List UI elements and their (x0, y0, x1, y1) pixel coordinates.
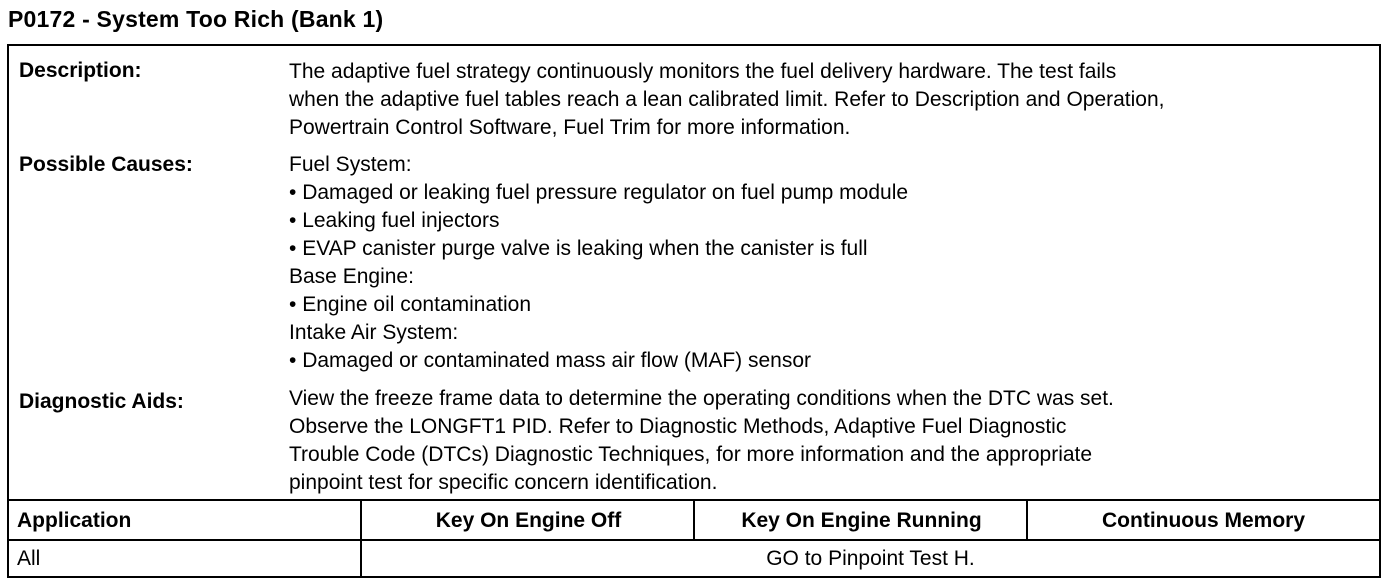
possible-causes-label: Possible Causes: (19, 153, 193, 176)
description-line: The adaptive fuel strategy continuously monitors the fuel delivery hardware. The test fails (289, 60, 1117, 83)
application-value: All (17, 546, 41, 570)
header-key-on-engine-running: Key On Engine Running (741, 508, 982, 532)
column-divider (1026, 501, 1028, 540)
header-application: Application (17, 508, 132, 532)
cause-item: • Engine oil contamination (289, 291, 1369, 319)
cause-item: • EVAP canister purge valve is leaking when the canister is full (289, 235, 1369, 263)
application-table (9, 499, 1379, 578)
cause-group-heading: Fuel System: (289, 153, 412, 176)
page-title: P0172 - System Too Rich (Bank 1) (8, 6, 384, 32)
header-continuous-memory: Continuous Memory (1102, 508, 1305, 532)
diagnostic-aids-line: Trouble Code (DTCs) Diagnostic Techniques, for more information and the appropriate (289, 443, 1093, 466)
dtc-info-box (7, 44, 1381, 578)
description-line: Powertrain Control Software, Fuel Trim for more information. (289, 116, 851, 139)
cause-group-heading: Base Engine: (289, 265, 414, 288)
diagnostic-aids-label: Diagnostic Aids: (19, 390, 184, 413)
description-text (289, 58, 1369, 142)
pinpoint-test-action: GO to Pinpoint Test H. (766, 546, 975, 570)
header-key-on-engine-off: Key On Engine Off (435, 508, 622, 532)
diagnostic-aids-text (289, 385, 1369, 497)
diagnostic-aids-line: View the freeze frame data to determine the operating conditions when the DTC was set. (289, 387, 1114, 410)
cause-group-heading: Intake Air System: (289, 321, 459, 344)
diagnostic-aids-line: pinpoint test for specific concern identification. (289, 471, 718, 494)
cause-item: • Damaged or contaminated mass air flow (MAF) sensor (289, 347, 1369, 375)
cause-item: • Leaking fuel injectors (289, 207, 1369, 235)
cause-item: • Damaged or leaking fuel pressure regulator on fuel pump module (289, 179, 1369, 207)
description-line: when the adaptive fuel tables reach a lean calibrated limit. Refer to Description and Operation, (289, 88, 1165, 111)
column-divider (693, 501, 695, 540)
description-label: Description: (19, 59, 142, 82)
possible-causes-list (289, 151, 1369, 375)
diagnostic-aids-line: Observe the LONGFT1 PID. Refer to Diagnostic Methods, Adaptive Fuel Diagnostic (289, 415, 1067, 438)
column-divider (360, 501, 362, 578)
